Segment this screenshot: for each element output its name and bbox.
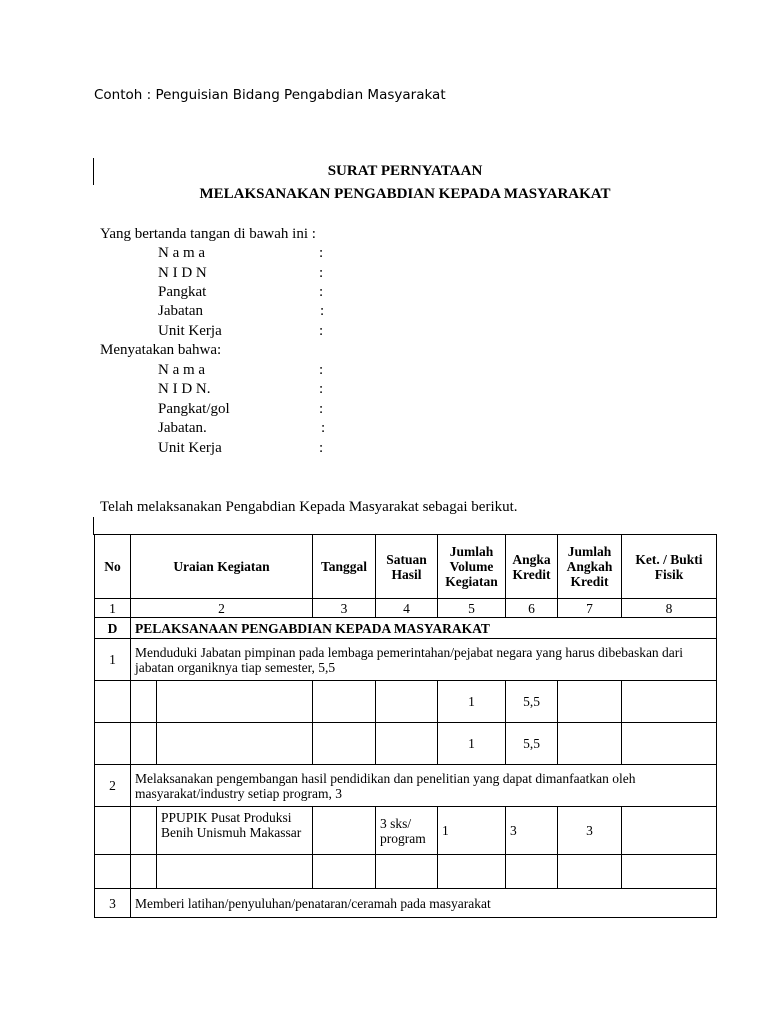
table-row bbox=[95, 807, 717, 855]
header-row bbox=[95, 535, 717, 599]
header-tanggal: Tanggal bbox=[313, 535, 376, 599]
colon: : bbox=[319, 284, 324, 300]
subject-field-pangkat: Pangkat/gol bbox=[158, 401, 230, 417]
item-1-text: Menduduki Jabatan pimpinan pada lembaga pemerintahan/pejabat negara yang harus dibebaskan dari jabatan organiknya tiap semester, 5,5 bbox=[131, 639, 717, 681]
header-satuan: Satuan Hasil bbox=[376, 535, 438, 599]
jumlah-cell: 3 bbox=[558, 807, 622, 855]
table-row bbox=[95, 855, 717, 889]
colon: : bbox=[319, 362, 324, 378]
empty-cell bbox=[622, 723, 717, 765]
colon: : bbox=[320, 303, 325, 319]
document-caption: Contoh : Penguisian Bidang Pengabdian Masyarakat bbox=[94, 87, 446, 103]
table-row bbox=[95, 723, 717, 765]
item-3-no: 3 bbox=[95, 889, 131, 918]
empty-cell bbox=[157, 681, 313, 723]
col-number: 6 bbox=[506, 599, 558, 618]
empty-cell bbox=[131, 681, 157, 723]
empty-cell bbox=[95, 723, 131, 765]
subject-field-jabatan: Jabatan. bbox=[158, 420, 207, 436]
colon: : bbox=[319, 323, 324, 339]
empty-cell bbox=[313, 855, 376, 889]
title-line-2: MELAKSANAKAN PENGABDIAN KEPADA MASYARAKAT bbox=[199, 186, 611, 202]
empty-cell bbox=[558, 681, 622, 723]
empty-cell bbox=[313, 807, 376, 855]
empty-cell bbox=[438, 855, 506, 889]
table-row bbox=[95, 681, 717, 723]
col-number: 5 bbox=[438, 599, 506, 618]
empty-cell bbox=[95, 681, 131, 723]
empty-cell bbox=[506, 855, 558, 889]
col-number: 4 bbox=[376, 599, 438, 618]
empty-cell bbox=[558, 855, 622, 889]
header-jumlah-volume: Jumlah Volume Kegiatan bbox=[438, 535, 506, 599]
volume-cell: 1 bbox=[438, 807, 506, 855]
declares-text: Menyatakan bahwa: bbox=[100, 342, 222, 358]
item-2-text: Melaksanakan pengembangan hasil pendidikan dan penelitian yang dapat dimanfaatkan oleh masyarakat/industry setiap program, 3 bbox=[131, 765, 717, 807]
volume-cell: 1 bbox=[438, 723, 506, 765]
header-no: No bbox=[95, 535, 131, 599]
colon: : bbox=[319, 401, 324, 417]
col-number: 8 bbox=[622, 599, 717, 618]
empty-cell bbox=[131, 723, 157, 765]
signer-field-unit-kerja: Unit Kerja bbox=[158, 323, 222, 339]
empty-cell bbox=[95, 855, 131, 889]
empty-cell bbox=[376, 855, 438, 889]
item-2-no: 2 bbox=[95, 765, 131, 807]
title-line-1: SURAT PERNYATAAN bbox=[327, 163, 483, 179]
signer-field-nama: N a m a bbox=[158, 245, 206, 261]
margin-marker bbox=[93, 517, 94, 535]
empty-cell bbox=[558, 723, 622, 765]
item-1-no: 1 bbox=[95, 639, 131, 681]
empty-cell bbox=[622, 681, 717, 723]
subject-field-nama: N a m a bbox=[158, 362, 206, 378]
uraian-cell: PPUPIK Pusat Produksi Benih Unismuh Makassar bbox=[157, 807, 313, 855]
colon: : bbox=[321, 420, 326, 436]
kredit-cell: 5,5 bbox=[506, 681, 558, 723]
col-number: 3 bbox=[313, 599, 376, 618]
item-2-row bbox=[95, 765, 717, 807]
item-3-text: Memberi latihan/penyuluhan/penataran/ceramah pada masyarakat bbox=[131, 889, 717, 918]
header-keterangan: Ket. / Bukti Fisik bbox=[622, 535, 717, 599]
empty-cell bbox=[622, 807, 717, 855]
header-uraian: Uraian Kegiatan bbox=[131, 535, 313, 599]
empty-cell bbox=[95, 807, 131, 855]
kredit-cell: 5,5 bbox=[506, 723, 558, 765]
subject-field-unit-kerja: Unit Kerja bbox=[158, 440, 222, 456]
empty-cell bbox=[313, 723, 376, 765]
colon: : bbox=[319, 440, 324, 456]
activity-table bbox=[94, 534, 717, 918]
col-number: 1 bbox=[95, 599, 131, 618]
colon: : bbox=[319, 265, 324, 281]
header-angka-kredit: Angka Kredit bbox=[506, 535, 558, 599]
signer-field-pangkat: Pangkat bbox=[158, 284, 207, 300]
satuan-cell: 3 sks/ program bbox=[376, 807, 438, 855]
item-1-row bbox=[95, 639, 717, 681]
section-row bbox=[95, 618, 717, 639]
signer-field-nidn: N I D N bbox=[158, 265, 207, 281]
empty-cell bbox=[157, 855, 313, 889]
section-code: D bbox=[95, 618, 131, 639]
empty-cell bbox=[313, 681, 376, 723]
column-number-row bbox=[95, 599, 717, 618]
col-number: 7 bbox=[558, 599, 622, 618]
col-number: 2 bbox=[131, 599, 313, 618]
empty-cell bbox=[157, 723, 313, 765]
subject-field-nidn: N I D N. bbox=[158, 381, 211, 397]
signer-field-jabatan: Jabatan bbox=[158, 303, 203, 319]
header-jumlah-angka-kredit: Jumlah Angkah Kredit bbox=[558, 535, 622, 599]
empty-cell bbox=[376, 723, 438, 765]
empty-cell bbox=[131, 807, 157, 855]
section-title: PELAKSANAAN PENGABDIAN KEPADA MASYARAKAT bbox=[131, 618, 717, 639]
empty-cell bbox=[376, 681, 438, 723]
statement-text: Telah melaksanakan Pengabdian Kepada Masyarakat sebagai berikut. bbox=[100, 499, 518, 515]
item-3-row bbox=[95, 889, 717, 918]
empty-cell bbox=[131, 855, 157, 889]
intro-text: Yang bertanda tangan di bawah ini : bbox=[100, 226, 316, 242]
kredit-cell: 3 bbox=[506, 807, 558, 855]
colon: : bbox=[319, 245, 324, 261]
volume-cell: 1 bbox=[438, 681, 506, 723]
empty-cell bbox=[622, 855, 717, 889]
colon: : bbox=[319, 381, 324, 397]
